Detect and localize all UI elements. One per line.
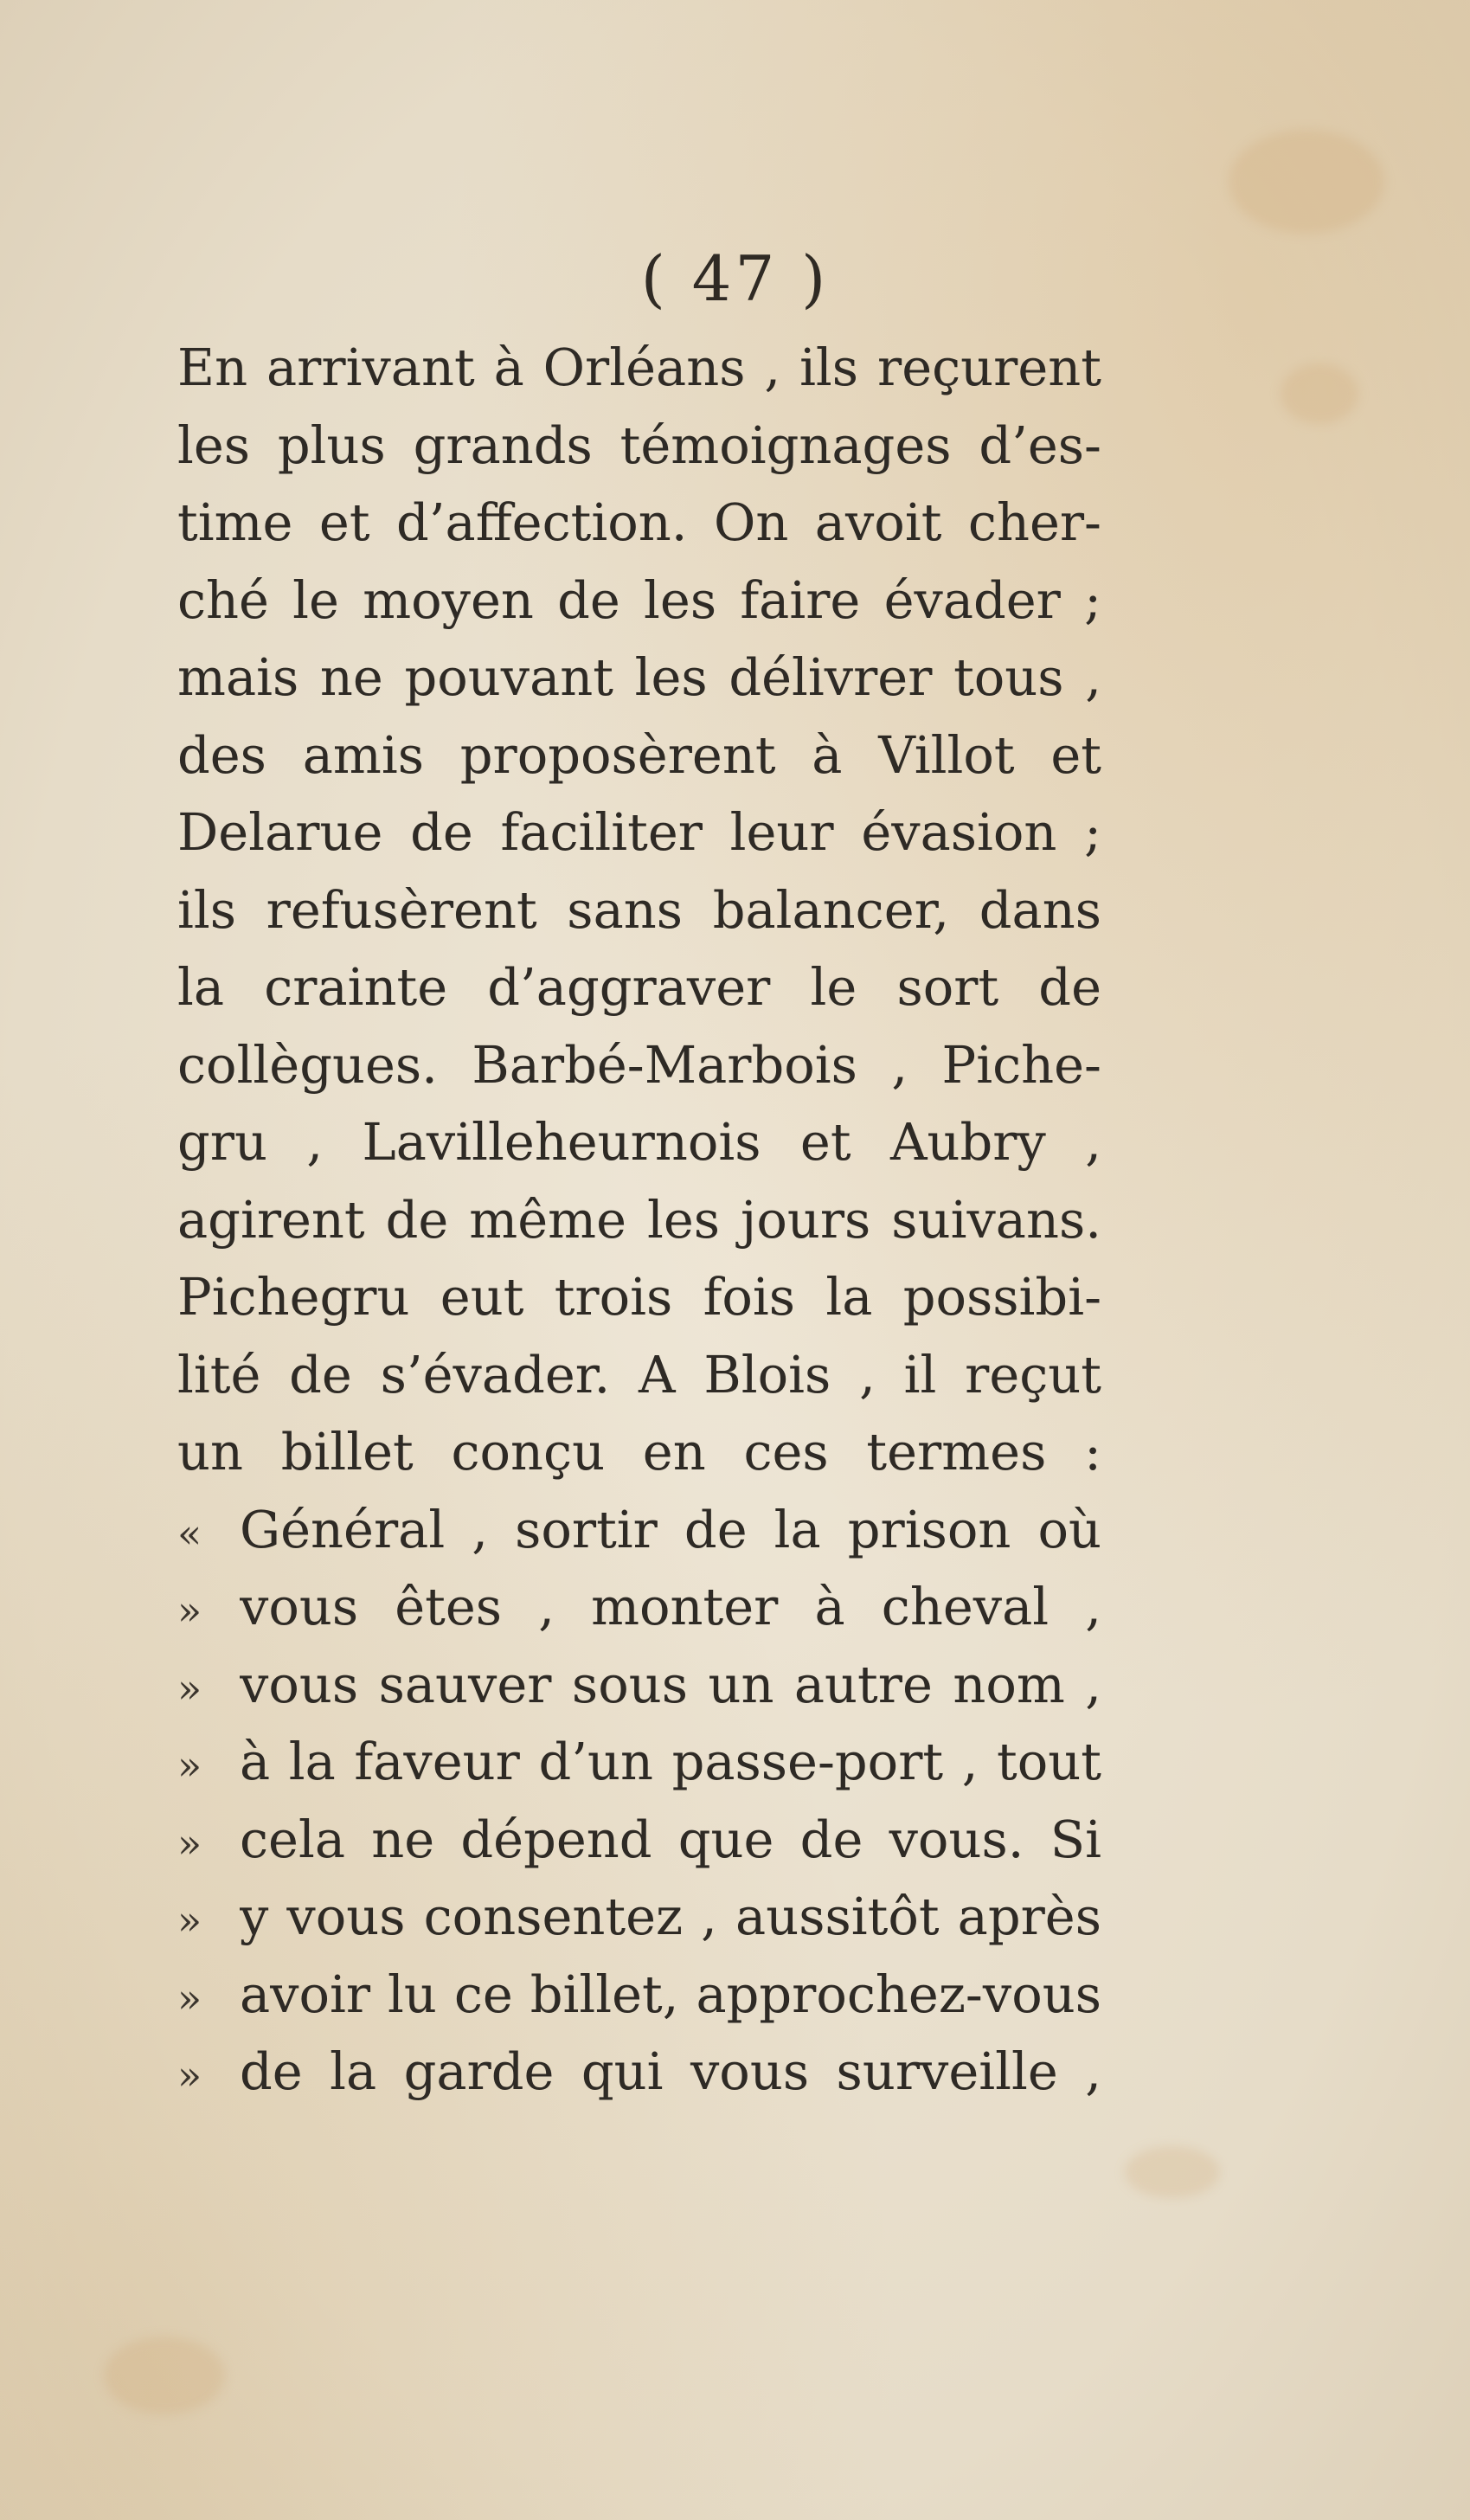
body-text (177, 329, 1101, 2111)
line-text: vous êtes , monter à cheval , (240, 1577, 1101, 1636)
quoted-line (177, 1878, 1101, 1956)
text-line (177, 407, 1101, 485)
line-text: y vous consentez , aussitôt après (240, 1887, 1101, 1946)
line-text: gru , Lavilleheurnois et Aubry , (177, 1112, 1101, 1172)
line-text: les plus grands témoignages d’es- (177, 415, 1101, 475)
quote-mark: » (177, 1897, 202, 1944)
quoted-line (177, 1646, 1101, 1724)
line-text: agirent de même les jours suivans. (177, 1189, 1101, 1250)
text-line (177, 329, 1101, 407)
line-text: mais ne pouvant les délivrer tous , (177, 647, 1101, 707)
quote-mark: » (177, 1974, 202, 2022)
quoted-line (177, 1801, 1101, 1879)
line-text: cela ne dépend que de vous. Si (240, 1809, 1101, 1869)
text-line (177, 717, 1101, 794)
line-text: de la garde qui vous surveille , (240, 2041, 1101, 2101)
quote-mark: « (177, 1509, 202, 1557)
paper-stain (104, 2337, 225, 2414)
page-number: ( 47 ) (640, 242, 830, 315)
text-line (177, 1336, 1101, 1414)
paper-stain (1229, 130, 1384, 234)
quote-mark: » (177, 2052, 202, 2099)
quote-mark: » (177, 1664, 202, 1712)
quoted-line (177, 2033, 1101, 2111)
line-text: à la faveur d’un passe-port , tout (240, 1732, 1101, 1791)
quoted-line (177, 1723, 1101, 1801)
line-text: collègues. Barbé-Marbois , Piche- (177, 1034, 1101, 1095)
line-text: des amis proposèrent à Villot et (177, 724, 1101, 785)
paper-stain (1281, 363, 1358, 424)
quote-mark: » (177, 1819, 202, 1867)
text-line (177, 1103, 1101, 1181)
line-text: Général , sortir de la prison où (240, 1499, 1101, 1559)
text-line (177, 871, 1101, 949)
quoted-line (177, 1491, 1101, 1569)
line-text: vous sauver sous un autre nom , (240, 1654, 1101, 1714)
text-line (177, 1026, 1101, 1104)
line-text: ils refusèrent sans balancer, dans (177, 879, 1101, 940)
quote-mark: » (177, 1587, 202, 1634)
line-text: Pichegru eut trois fois la possibi- (177, 1267, 1101, 1327)
text-line (177, 484, 1101, 562)
text-line (177, 1413, 1101, 1491)
text-line (177, 639, 1101, 717)
line-text: un billet conçu en ces termes : (177, 1422, 1101, 1482)
text-line (177, 562, 1101, 640)
text-line (177, 1181, 1101, 1259)
line-text: ché le moyen de les faire évader ; (177, 569, 1101, 630)
quoted-line (177, 1568, 1101, 1646)
text-line (177, 1258, 1101, 1336)
line-text: Delarue de faciliter leur évasion ; (177, 802, 1101, 862)
line-text: lité de s’évader. A Blois , il reçut (177, 1344, 1101, 1405)
line-text: time et d’affection. On avoit cher- (177, 492, 1101, 552)
paper-stain (1125, 2146, 1220, 2198)
text-line (177, 794, 1101, 871)
quoted-line (177, 1956, 1101, 2034)
quote-mark: » (177, 1742, 202, 1789)
text-line (177, 948, 1101, 1026)
line-text: la crainte d’aggraver le sort de (177, 957, 1101, 1017)
line-text: avoir lu ce billet, approchez-vous (240, 1964, 1101, 2024)
line-text: En arrivant à Orléans , ils reçurent (177, 338, 1101, 397)
